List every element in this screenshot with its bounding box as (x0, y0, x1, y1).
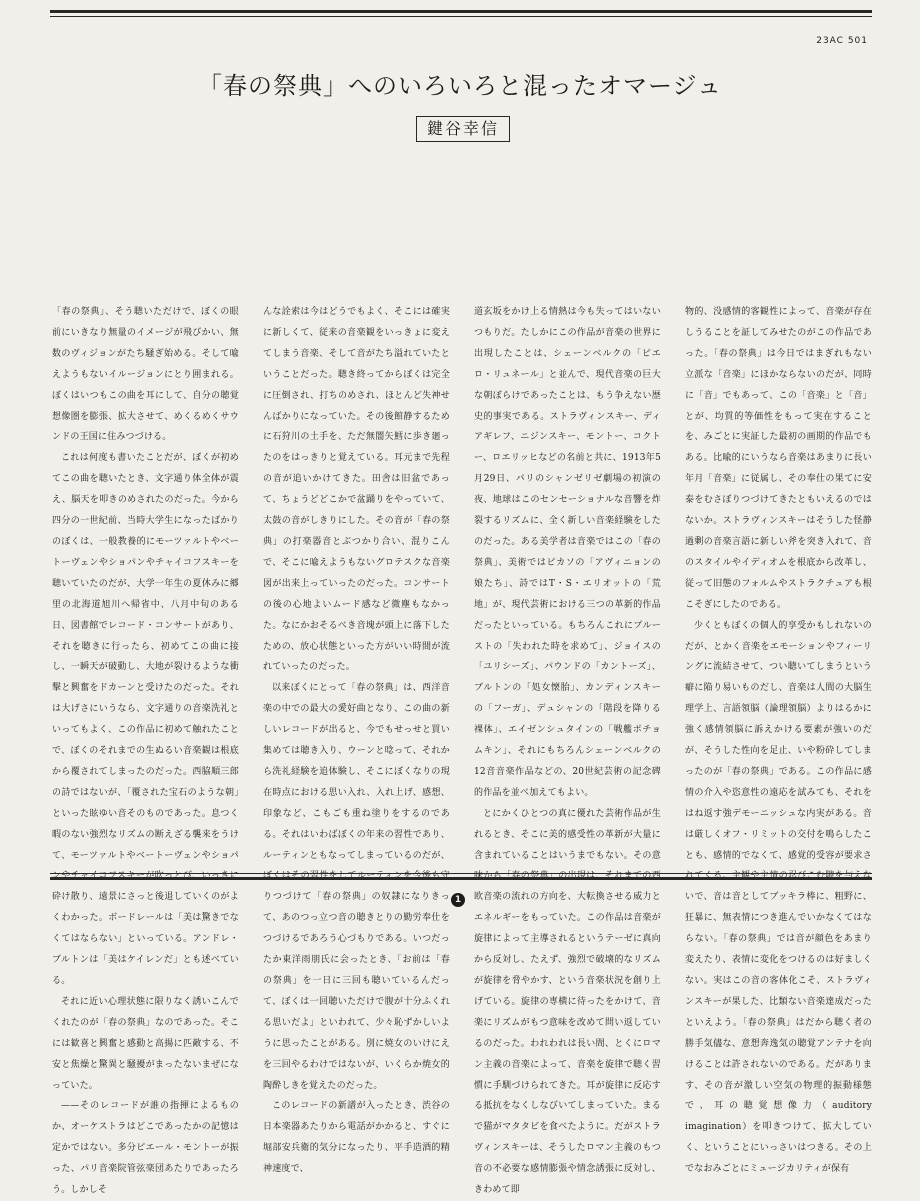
paragraph: これは何度も書いたことだが、ぼくが初めてこの曲を聴いたとき、文字通り体全体が震え、脳天を叩きのめされたのだった。今から四分の一世紀前、当時大学生になったばかりのぼくは、一般教養的にモーツァルトやベートーヴェンやショパンやチャイコフスキーを聴いていたのだが、大学一年生の夏休みに郷里の北海道旭川へ帰省中、八月中旬のある日、図書館でレコード・コンサートがあり、それを聴きに行ったら、初めてこの曲に接し、一瞬天が破動し、大地が裂けるような衝撃と興奮をドカーンと受けたのだった。それは大げさにいうなら、文字通りの音楽洗礼といってもよく、この作品に初めて触れたことで、ぼくのそれまでの生ぬるい音楽観は根底から覆されてしまったのだった。西脇順三郎の詩ではないが、「覆された宝石のような朝」といった眩ゆい音そのものであった。息つく暇のない強烈なリズムの断えざる襲来をうけて、モーツァルトやベートーヴェンやショパ 砕け散り、遠景にさっと後退していくのがよくわかった。ボードレールは「美は驚きでなくてはならない」といっている。アンドレ・ブルトンは「美はケイレンだ」とも述べている。 (52, 453, 239, 986)
page-number-badge: 1 (451, 893, 465, 907)
paragraph: 物的、没感情的客観性によって、音楽が存在しうることを証してみせたのがこの作品であった。「春の祭典」は今日ではまぎれもない立派な「音楽」にほかならないのだが、同時に「音」でもあって、この「音楽」と「音」とが、均質的等価性をもって実在することを、みごとに実証した最初の画期的作品でもある。比喩的にいうなら音楽はあまりに長い年月「音楽」に従属し、その奉仕の果てに安泰をむさぼりつづけてきたともいえるのではないか。ストラヴィンスキーはそうした怪静過剰の音楽言語に新しい斧を突き入れて、音のスタイルやイディオムを根底から改革し、従って旧態のフォルムやストラクチュアも根こそぎにしたのである。 (685, 307, 872, 610)
paragraph: んな詮索は今はどうでもよく、そこには確実に新しくて、従来の音楽観をいっきょに変えてしまう音楽、そして音がたち溢れていたということだった。聴き終ってからぼくは完全に圧倒され、打ちのめされ、ほとんど失神せんばかりになっていた。その後館静するために石狩川の土手を、ただ無闇矢鱈に歩き廻ったのをはっきりと覚えている。耳元まで先程の音が追いかけてきた。田舎は旧盆であって、ちょうどどこかで盆踊りをやっていて、太鼓の音がしきりにした。その音が「春の祭典」の打楽器音とぶつかり合い、混りこんで、そこに喩えようもないグロテスクな音楽図が出来上っていったのだった。コンサートの後の心地よいムード感など微塵もなかった。なにかおそるべき音塊が頭上に落下したための、放心状態といった方がいい時間が流れていったのだった。 (263, 307, 450, 673)
paragraph: このレコードの新譜が入ったとき、渋谷の日本楽器あたりから電話がかかると、すぐに堀部安兵衛的気分になったり、平手造酒的精神速度で、 (263, 1101, 450, 1175)
paragraph: 「春の祭典」、そう聴いただけで、ぼくの眼前にいきなり無量のイメージが飛びかい、無数のヴィジョンがたち騒ぎ始める。そして喩えようもないイルージョンにとり囲まれる。ぼくはいつもこの曲を耳にして、自分の聴覚想像圏を膨張、拡大させて、めくるめくサウンドの王国に住みつづける。 (52, 307, 239, 443)
text-column-4 (685, 302, 872, 1175)
paragraph: 道玄坂をかけ上る情熱は今も失ってはいないつもりだ。たしかにこの作品が音楽の世界に出現したことは、シェーンベルクの「ピエロ・リュネール」と並んで、現代音楽の巨大な朝ぼらけであったことは、もう争えない歴史的事実である。ストラヴィンスキー、ディアギレフ、ニジンスキー、モントー、コクトー、ロエリッヒなどの名前と共に、1913年5月29日、パリのシャンゼリゼ劇場の初演の夜、地球はこのセンセーショナルな音響を炸裂するリズムに、全く新しい音楽経験をしたのだった。ある美学者は音楽ではこの「春の祭典」、美術ではピカソの「アヴィニョンの娘たち」、詩ではT・S・エリオットの「荒地」が、現代芸術における三つの革新的作品だったといっている。もちろんこれにプルーストの「失われた時を求めて」、ジョイスの「ユリシーズ」、パウンドの「カントーズ」、ブルトンの「処女懐胎」、カンディンスキーの「フーガ」、デュシャンの「階段を降りる裸体」、エイゼンシュタインの「戦艦ポチョムキン」、それにもちろんシェーンベルクの12音音楽作品などの、20世紀芸術の記念碑的作品を並べ加えてもよい。 (474, 307, 661, 798)
paragraph: それに近い心理状態に限りなく誘いこんでくれたのが「春の祭典」なのであった。そこには歓喜と興奮と感動と高揚に匹敵する、不安と焦燥と驚異と騒擾がまったないまぜになっていた。 (52, 996, 239, 1091)
bottom-double-rule-thick (50, 877, 872, 880)
paragraph: ——そのレコードが誰の指揮によるものか、オーケストラはどこであったかの記憶は定かではない。多分ピエール・モントーが振った、パリ音楽院管弦楽団あたりであったろう。しかしそ (52, 1101, 239, 1196)
catalog-number: 23AC 501 (816, 36, 868, 46)
text-column-2 (263, 302, 450, 1175)
bottom-double-rule-thin (50, 873, 872, 874)
paragraph: 少くともぼくの個人的享受かもしれないのだが、とかく音楽をエモーションやフィーリングに流結させて、つい聴いてしまうという癖に陥り易いものだし、音楽は人間の大脳生理学上、言語領脳（論理領脳）よりはるかに強く感情領脳に訴えかける要素が強いのだが、そうした性向を足止、いや粉砕してしまったのが「春の祭典」である。この作品に感情の介入や恣意性の遠応を試みても、それをはね返す強デモーニッシュな内実がある。音は厳しくオフ・リミットの交付を鳴らしたことも、感情的でなくて、感覚的受容が要求さ いで、音は音としてブッキラ棒に、粗野に、狂暴に、無表情につき進んでいかなくてはならない。「春の祭典」では音が顔色をあまり変えたり、表情に変化をつけるのは好ましくない。実はこの音の客体化こそ、ストラヴィンスキーが果した、比類ない音楽達成だったといえよう。「春の祭典」はだから聴く者の勝手気儘な、意想奔逸気の聴覚アンテナを向けることは許されないのである。だがあります、その音が激しい空気の物理的振動様態で、耳の聴覚想像力（auditory imagination）を叩きつけて、拡大していく、ということにいっさいはつきる。その上でなおみごとにミュージカリティが保有 (685, 620, 872, 1175)
top-double-rule-thin (50, 16, 872, 17)
author-name-box: 鍵谷幸信 (416, 116, 510, 142)
article-body (52, 302, 872, 1196)
top-double-rule-thick (50, 10, 872, 13)
text-column-3 (474, 302, 661, 1196)
article-title: 「春の祭典」へのいろいろと混ったオマージュ (197, 72, 723, 100)
text-column-1 (52, 302, 239, 1196)
paragraph: とにかくひとつの真に優れた芸術作品が生れるとき、そこに美的感受性の革新が大量に含まれていることはいうまでもない。その意 欧音楽の流れの方向を、大転換させる威力とエネルギーをもっていた。この作品は音楽が旋律によって主導されるというテーゼに真向から反対し、たえず、強烈で破壊的なリズムが旋律を脅やかす、という音楽状況を創り上げている。旋律の専横に待ったをかけて、音楽にリズムがもつ意味を改めて問い返しているのだった。われわれは長い間、とくにロマン主義の音楽によって、音楽を旋律で聴く習慣に手馴づけられてきた。耳が旋律に反応する抵抗をなくしなびいてしまっていた。まるで猫がマタタビを食べたように。だがストラヴィンスキーは、そうしたロマン主義のもつ音の不必要な感情膨張や情念誘張に反対し、きわめて即 (474, 808, 661, 1196)
paragraph: 以来ぼくにとって「春の祭典」は、西洋音楽の中での最大の愛好曲となり、この曲の新しいレコードが出ると、今でもせっせと買い集めては聴き入り、ウーンと唸って、それから洗礼経験を追体験し、そこにぼくなりの現在時点における思い入れ、入れ上げ、感想、印象など、こもごも重ね塗りをするのである。それはいわばぼくの年来の習性であり、ルーティンともなってしまっているのだが、 りつづけて「春の祭典」の奴隷になりきって、あのつっ立つ音の聴きとりの勤労奉仕をつづけるであろう心づもりである。いつだったか東洋雨朋氏に会ったとき、「お前は「春の祭典」を一日に三回も聴いているんだって、ぼくは一回聴いただけで腹が十分ふくれる思いだよ」といわれて、少々恥ずかしいように思ったことがある。別に焼女のいけにえを三回やるわけではないが、いくらか焼女的陶酔しきを覚えたのだった。 (263, 683, 450, 1091)
